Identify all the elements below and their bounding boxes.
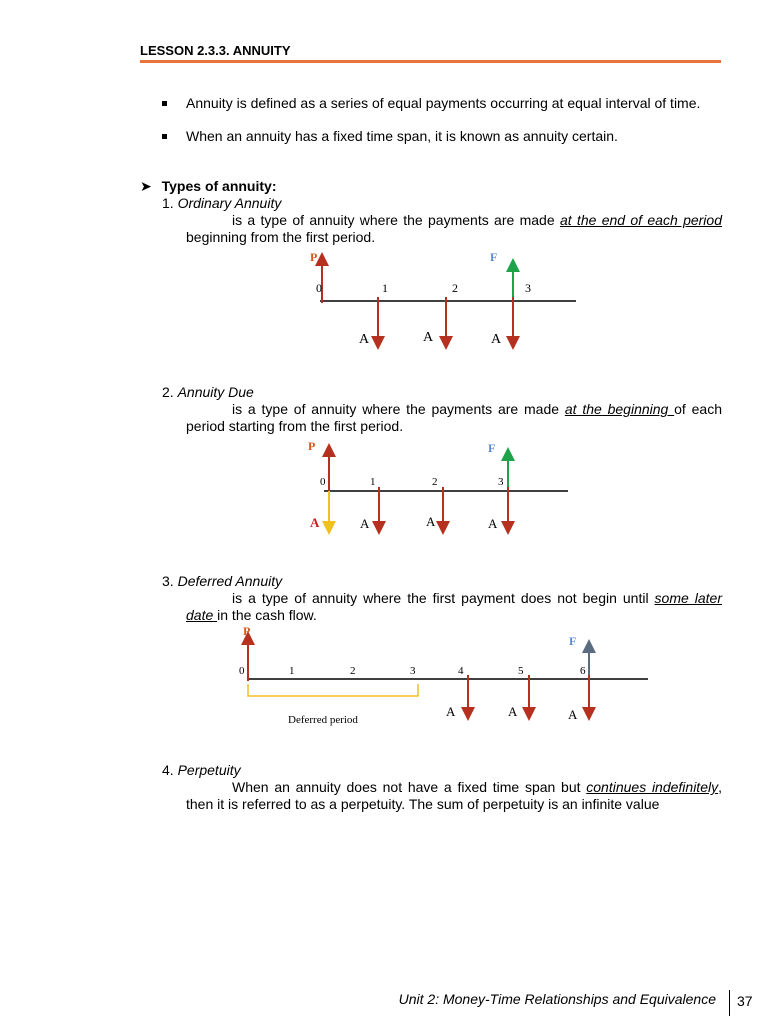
type-number: 2. bbox=[162, 384, 174, 400]
unit-title-footer: Unit 2: Money-Time Relationships and Equivalence bbox=[398, 991, 716, 1007]
deferred-period-bracket bbox=[248, 684, 418, 696]
period-label: 2 bbox=[350, 665, 356, 677]
types-heading-row bbox=[140, 178, 276, 195]
period-label: 2 bbox=[432, 476, 438, 488]
deferred-period-label: Deferred period bbox=[288, 714, 358, 726]
type-title bbox=[162, 195, 281, 212]
period-label: 3 bbox=[498, 476, 504, 488]
emphasis-text: at the beginning bbox=[564, 401, 675, 417]
period-label: 1 bbox=[382, 281, 388, 295]
payment-label: A bbox=[568, 707, 578, 722]
period-label: 6 bbox=[580, 665, 586, 677]
bullet-item bbox=[162, 128, 722, 145]
period-label: 0 bbox=[316, 281, 322, 295]
type-number: 1. bbox=[162, 195, 174, 211]
type-number: 3. bbox=[162, 573, 174, 589]
payment-label: A bbox=[360, 516, 370, 531]
type-name: Annuity Due bbox=[177, 384, 254, 400]
arrowhead-bullet-icon: ➤ bbox=[140, 178, 152, 194]
period-label: 5 bbox=[518, 665, 524, 677]
type-description: When an annuity does not have a fixed time span but continues indefinitely, then it is referred to as a perpetuity. The sum of perpetuity is an infinite value bbox=[186, 779, 722, 812]
payment-label: A bbox=[508, 704, 518, 719]
bullet-text: When an annuity has a fixed time span, it is known as annuity certain. bbox=[186, 128, 618, 144]
type-title bbox=[162, 762, 241, 779]
period-label: 0 bbox=[239, 665, 245, 677]
period-label: 0 bbox=[320, 476, 326, 488]
lesson-title: LESSON 2.3.3. ANNUITY bbox=[140, 43, 291, 58]
type-title bbox=[162, 384, 254, 401]
page-number: 37 bbox=[737, 993, 753, 1009]
present-label: P bbox=[243, 624, 251, 638]
emphasis-text: some later date bbox=[186, 590, 722, 623]
period-label: 4 bbox=[458, 665, 464, 677]
bullet-text: Annuity is defined as a series of equal payments occurring at equal interval of time. bbox=[186, 95, 701, 111]
type-name: Deferred Annuity bbox=[177, 573, 283, 589]
payment-label: A bbox=[446, 704, 456, 719]
type-title bbox=[162, 573, 282, 590]
annuity-due-cash-flow-diagram bbox=[300, 436, 580, 536]
page-number-divider bbox=[729, 990, 730, 1016]
ordinary-annuity-cash-flow-diagram bbox=[290, 245, 590, 353]
first-payment-label: A bbox=[310, 515, 320, 530]
type-name: Perpetuity bbox=[177, 762, 241, 778]
type-number: 4. bbox=[162, 762, 174, 778]
type-description: is a type of annuity where the payments are made at the beginning of each period starting from the first period. bbox=[186, 401, 722, 434]
present-label: P bbox=[310, 250, 318, 264]
payment-label: A bbox=[491, 332, 502, 347]
emphasis-text: at the end of each period bbox=[559, 212, 722, 228]
period-label: 3 bbox=[525, 281, 531, 295]
payment-label: A bbox=[426, 514, 436, 529]
future-label: F bbox=[490, 250, 498, 264]
emphasis-text: continues indefinitely bbox=[586, 779, 719, 795]
bullet-square-icon bbox=[162, 134, 167, 139]
payment-label: A bbox=[488, 516, 498, 531]
future-label: F bbox=[569, 634, 577, 648]
bullet-square-icon bbox=[162, 101, 167, 106]
type-description: is a type of annuity where the payments are made at the end of each period beginning from the first period. bbox=[186, 212, 722, 245]
type-name: Ordinary Annuity bbox=[177, 195, 282, 211]
period-label: 3 bbox=[410, 665, 416, 677]
types-heading: Types of annuity: bbox=[161, 178, 277, 194]
payment-label: A bbox=[423, 330, 434, 345]
payment-label: A bbox=[359, 332, 370, 347]
future-label: F bbox=[488, 441, 496, 455]
period-label: 1 bbox=[289, 665, 295, 677]
type-description: is a type of annuity where the first payment does not begin until some later date in the cash flow. bbox=[186, 590, 722, 623]
period-label: 2 bbox=[452, 281, 458, 295]
present-label: P bbox=[308, 439, 316, 453]
bullet-item bbox=[162, 95, 722, 129]
header-rule bbox=[140, 60, 721, 63]
period-label: 1 bbox=[370, 476, 376, 488]
deferred-annuity-cash-flow-diagram bbox=[230, 624, 660, 732]
